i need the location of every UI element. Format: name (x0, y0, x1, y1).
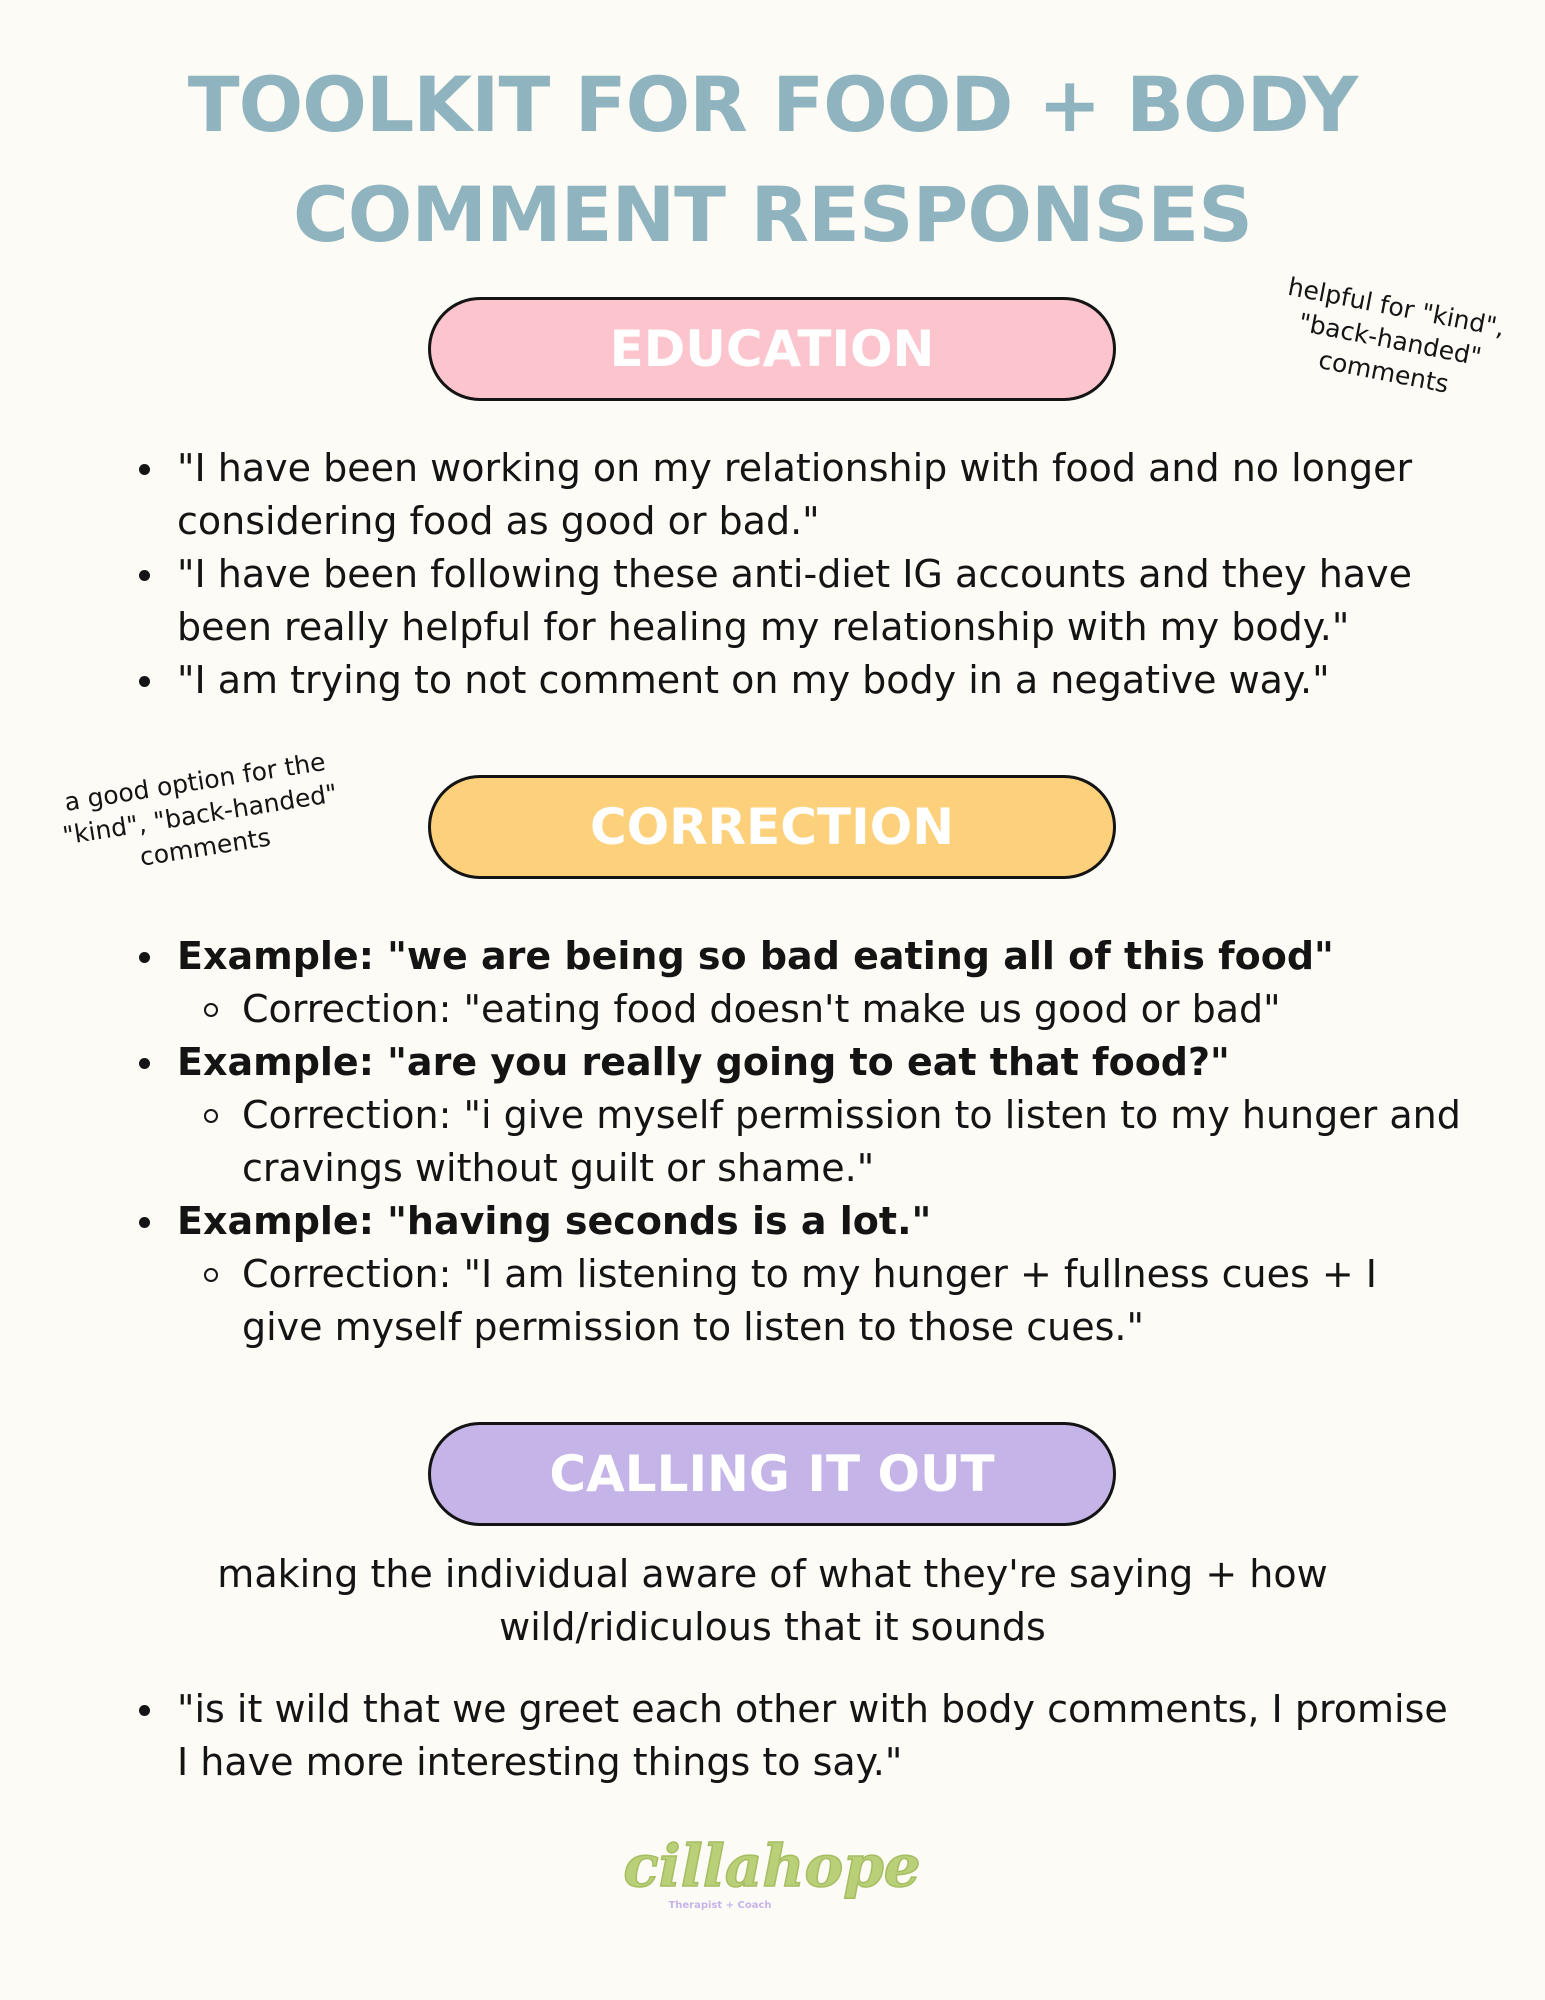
example-text: Example: "we are being so bad eating all of this food" (177, 934, 1334, 978)
list-item: "I am trying to not comment on my body in a negative way." (177, 654, 1467, 707)
correction-text: Correction: "eating food doesn't make us good or bad" (242, 983, 1467, 1036)
education-list (177, 442, 1467, 707)
list-item: "I have been working on my relationship with food and no longer considering food as good or bad." (177, 442, 1467, 548)
list-item (177, 1195, 1467, 1354)
correction-list (177, 930, 1467, 1354)
calling-out-heading: CALLING IT OUT (428, 1422, 1116, 1526)
example-text: Example: "are you really going to eat that food?" (177, 1040, 1230, 1084)
calling-out-list (177, 1683, 1467, 1789)
list-item (177, 930, 1467, 1036)
page-title-line-1: TOOLKIT FOR FOOD + BODY (187, 60, 1358, 149)
education-note: helpful for "kind", "back-handed" comments (1285, 271, 1508, 399)
calling-out-description: making the individual aware of what they're saying + how wild/ridiculous that it sounds (217, 1552, 1328, 1649)
correction-heading: CORRECTION (428, 775, 1116, 879)
education-heading: EDUCATION (428, 297, 1116, 401)
page-title (0, 50, 1545, 270)
correction-note: a good option for the "kind", "back-handed" comments (60, 746, 340, 872)
page-title-line-2: COMMENT RESPONSES (293, 170, 1252, 259)
list-item: "is it wild that we greet each other with body comments, I promise I have more interesting things to say." (177, 1683, 1467, 1789)
correction-sublist (177, 1089, 1467, 1195)
correction-text: Correction: "i give myself permission to listen to my hunger and cravings without guilt or shame." (242, 1089, 1467, 1195)
example-text: Example: "having seconds is a lot." (177, 1199, 932, 1243)
logo-wordmark: cillahope (623, 1832, 921, 1900)
logo-tagline: Therapist + Coach (668, 1900, 772, 1911)
correction-text: Correction: "I am listening to my hunger + fullness cues + I give myself permission to listen to those cues." (242, 1248, 1467, 1354)
correction-sublist (177, 1248, 1467, 1354)
list-item: "I have been following these anti-diet IG accounts and they have been really helpful for healing my relationship with my body." (177, 548, 1467, 654)
list-item (177, 1036, 1467, 1195)
brand-logo (623, 1828, 921, 1923)
correction-sublist (177, 983, 1467, 1036)
